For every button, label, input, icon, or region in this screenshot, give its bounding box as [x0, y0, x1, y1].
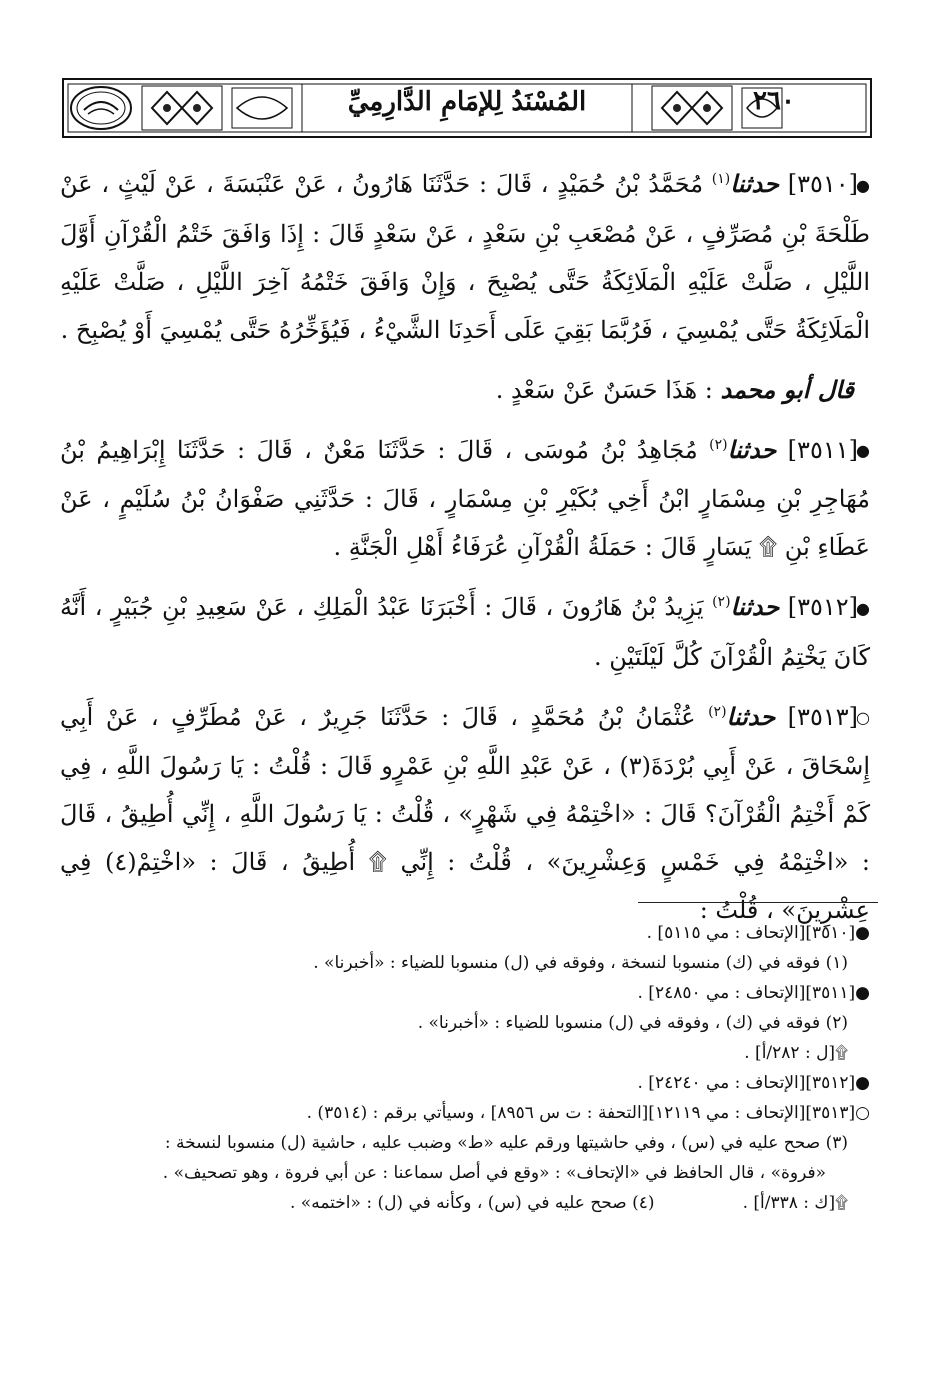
- hadith-text: مُجَاهِدُ بْنُ مُوسَى ، قَالَ : حَدَّثَنَا مَعْنٌ ، قَالَ : حَدَّثَنَا إِبْرَاهِيمُ بْنُ مُهَاجِرِ بْنِ مِسْمَارٍ ابْنُ أَخِي بُكَيْرِ بْنِ مِسْمَارٍ ، قَالَ : حَدَّثَنِي صَفْوَانُ بْنُ سُلَيْمٍ ، عَنْ عَطَاءِ بْنِ ۩ يَسَارٍ قَالَ : حَمَلَةُ الْقُرْآنِ عُرَفَاءُ أَهْلِ الْجَنَّةِ .: [60, 435, 870, 561]
- footnote-line: (٣) صحح عليه في (س) ، وفي حاشيتها ورقم عليه «ط» وضبب عليه ، حاشية (ل) منسوبا لنسخة :: [164, 1133, 848, 1153]
- main-text: [60, 160, 870, 946]
- footnotes: [60, 918, 870, 1218]
- footnote-ref: (٢): [709, 436, 728, 453]
- hadith-marker: ●: [856, 441, 870, 460]
- book-title: المُسْنَدُ لِلإمَامِ الدَّارِمِيِّ: [347, 87, 587, 117]
- footnote-separator: [638, 902, 878, 903]
- commentary-keyword: قال أبو محمد: [720, 374, 854, 404]
- footnote-line: (٢) فوقه في (ك) ، وفوقه في (ل) منسوبا للضياء : «أخبرنا» .: [417, 1013, 848, 1033]
- footnote-line: ●[٣٥١٢][الإتحاف : مي ٢٤٢٤٠] .: [637, 1073, 870, 1093]
- hadith-keyword: حدثنا: [727, 434, 777, 464]
- hadith-keyword: حدثنا: [730, 169, 779, 198]
- hadith-text: عُثْمَانُ بْنُ مُحَمَّدٍ ، قَالَ : حَدَّثَنَا جَرِيرٌ ، عَنْ مُطَرِّفٍ ، عَنْ أَبِي إِسْحَاقَ ، عَنْ أَبِي بُرْدَةَ(٣) ، عَنْ عَبْدِ اللَّهِ بْنِ عَمْرٍو قَالَ : قُلْتُ : يَا رَسُولَ اللَّهِ ، فِي كَمْ أَخْتِمُ الْقُرْآنَ؟ قَالَ : «اخْتِمْهُ فِي شَهْرٍ» ، قُلْتُ : يَا رَسُولَ اللَّهِ ، إِنِّي أُطِيقُ ، قَالَ : «اخْتِمْهُ فِي خَمْسٍ وَعِشْرِينَ» ، قُلْتُ : إِنِّي ۩ أُطِيقُ ، قَالَ : «اخْتِمْ(٤) فِي عِشْرِينَ» ، قُلْتُ :: [60, 702, 871, 924]
- hadith-number: [٣٥١٣]: [787, 702, 858, 731]
- hadith-marker: ●: [856, 175, 870, 195]
- footnote-line: ۩[ك : ٣٣٨/أ] .: [742, 1193, 848, 1213]
- hadith-keyword: حدثنا: [726, 701, 776, 731]
- hadith-keyword: حدثنا: [730, 592, 780, 621]
- footnote-ref: (٢): [708, 703, 727, 720]
- page-header: [62, 78, 872, 138]
- footnote-row: [60, 1188, 870, 1218]
- footnote-line: ۩[ل : ٢٨٢/أ] .: [744, 1043, 848, 1063]
- hadith-text: مُحَمَّدُ بْنُ حُمَيْدٍ ، قَالَ : حَدَّثَنَا هَارُونُ ، عَنْ عَنْبَسَةَ ، عَنْ لَيْثٍ ، عَنْ طَلْحَةَ بْنِ مُصَرِّفٍ ، عَنْ مُصْعَبِ بْنِ سَعْدٍ ، عَنْ سَعْدٍ قَالَ : إِذَا وَافَقَ خَتْمُ الْقُرْآنِ أَوَّلَ اللَّيْلِ ، صَلَّتْ عَلَيْهِ الْمَلَائِكَةُ حَتَّى يُصْبِحَ ، وَإِنْ وَافَقَ خَتْمُهُ آخِرَ اللَّيْلِ ، صَلَّتْ عَلَيْهِ الْمَلَائِكَةُ حَتَّى يُمْسِيَ ، فَرُبَّمَا بَقِيَ عَلَى أَحَدِنَا الشَّيْءُ ، فَيُؤَخِّرُهُ حَتَّى يُمْسِيَ أَوْ يُصْبِحَ .: [60, 170, 870, 344]
- hadith-marker: ○: [856, 708, 870, 727]
- hadith-3512: [60, 583, 870, 681]
- footnote-line: «فروة» ، قال الحافظ في «الإتحاف» : «وقع في أصل سماعنا : عن أبي فروة ، وهو تصحيف» .: [162, 1163, 826, 1183]
- page-number: ٢٦٠: [753, 86, 795, 116]
- book-seal-logo: [68, 84, 134, 132]
- hadith-number: [٣٥١٢]: [787, 593, 858, 621]
- commentary-abu-muhammad: [60, 366, 870, 414]
- commentary-text: : هَذَا حَسَنٌ عَنْ سَعْدٍ .: [495, 375, 713, 404]
- hadith-3513: [60, 693, 870, 935]
- hadith-3510: [60, 160, 870, 354]
- footnote-line: ●[٣٥١٠][الإتحاف : مي ٥١١٥] .: [646, 923, 870, 943]
- hadith-marker: ●: [856, 598, 870, 618]
- hadith-number: [٣٥١٠]: [787, 170, 858, 198]
- hadith-number: [٣٥١١]: [787, 435, 858, 464]
- footnote-ref: (١): [711, 171, 731, 187]
- footnote-line: (١) فوقه في (ك) منسوبا لنسخة ، وفوقه في (ل) منسوبا للضياء : «أخبرنا» .: [313, 953, 848, 973]
- footnote-line: ●[٣٥١١][الإتحاف : مي ٢٤٨٥٠] .: [637, 983, 870, 1003]
- hadith-text: يَزِيدُ بْنُ هَارُونَ ، قَالَ : أَخْبَرَنَا عَبْدُ الْمَلِكِ ، عَنْ سَعِيدِ بْنِ جُبَيْرٍ ، أَنَّهُ كَانَ يَخْتِمُ الْقُرْآنَ كُلَّ لَيْلَتَيْنِ .: [60, 593, 870, 671]
- footnote-line: ○[٣٥١٣][الإتحاف : مي ١٢١١٩][التحفة : ت س ٨٩٥٦] ، وسيأتي برقم : (٣٥١٤) .: [306, 1103, 870, 1123]
- footnote-line: (٤) صحح عليه في (س) ، وكأنه في (ل) : «اختمه» .: [290, 1193, 655, 1213]
- hadith-3511: [60, 426, 870, 572]
- footnote-ref: (٢): [712, 594, 731, 610]
